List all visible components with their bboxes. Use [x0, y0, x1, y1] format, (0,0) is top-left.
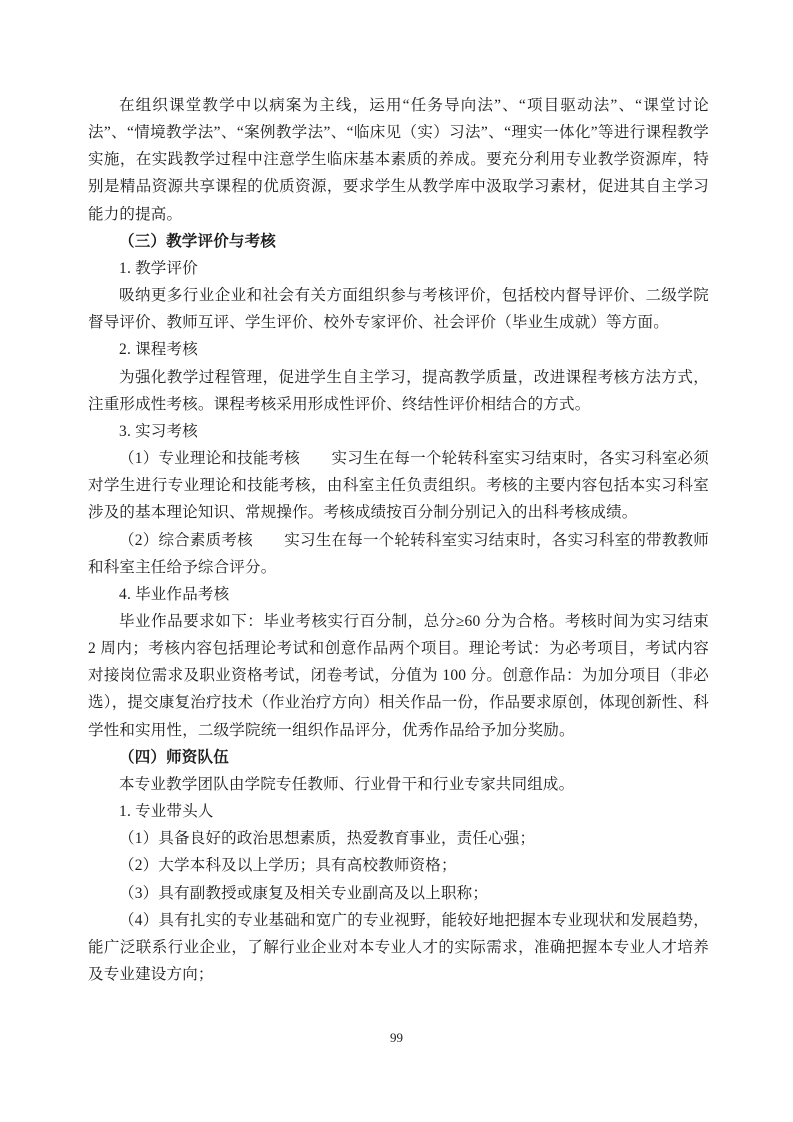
section-heading-faculty: （四）师资队伍	[119, 748, 229, 766]
page-footer	[0, 1029, 793, 1047]
paragraph-comprehensive-quality-assessment: （2）综合素质考核 实习生在每一个轮转科室实习结束时，各实习科室的带教教师和科室主任给予综合评分。	[88, 531, 709, 576]
list-item-graduation-work-assessment: 4. 毕业作品考核	[119, 585, 230, 603]
list-item-internship-assessment: 3. 实习考核	[119, 422, 198, 440]
list-item-leader-requirement-1: （1）具备良好的政治思想素质，热爱教育事业，责任心强；	[119, 830, 536, 848]
list-item-leader-requirement-3: （3）具有副教授或康复及相关专业副高及以上职称；	[119, 884, 489, 902]
paragraph-faculty-composition: 本专业教学团队由学院专任教师、行业骨干和行业专家共同组成。	[119, 775, 575, 793]
paragraph-graduation-work-requirements: 毕业作品要求如下：毕业考核实行百分制，总分≥60 分为合格。考核时间为实习结束 2 周内；考核内容包括理论考试和创意作品两个项目。理论考试：为必考项目，考试内容对接岗位需求及职业资格考试，闭卷考试，分值为 100 分。创意作品：为加分项目（非必选），提交康复治疗技术（作业治疗方向）相关作品一份，作品要求原创，体现创新性、科学性和实用性，二级学院统一组织作品评分，优秀作品给予加分奖励。	[88, 612, 709, 739]
list-item-leader-requirement-2: （2）大学本科及以上学历；具有高校教师资格；	[119, 857, 457, 875]
list-item-leader-requirement-4: （4）具有扎实的专业基础和宽广的专业视野，能较好地把握本专业现状和发展趋势，能广泛联系行业企业，了解行业企业对本专业人才的实际需求，准确把握本专业人才培养及专业建设方向；	[88, 911, 709, 983]
paragraph-teaching-implementation: 在组织课堂教学中以病案为主线，运用“任务导向法”、“项目驱动法”、“课堂讨论法”、“情境教学法”、“案例教学法”、“临床见（实）习法”、“理实一体化”等进行课程教学实施，在实践教学过程中注意学生临床基本素质的养成。要充分利用专业教学资源库，特别是精品资源共享课程的优质资源，要求学生从教学库中汲取学习素材，促进其自主学习能力的提高。	[88, 97, 709, 223]
paragraph-evaluation-participants: 吸纳更多行业企业和社会有关方面组织参与考核评价，包括校内督导评价、二级学院督导评价、教师互评、学生评价、校外专家评价、社会评价（毕业生成就）等方面。	[88, 287, 709, 332]
document-body	[88, 92, 709, 988]
list-item-program-leader: 1. 专业带头人	[119, 803, 214, 821]
paragraph-course-assessment: 为强化教学过程管理，促进学生自主学习，提高教学质量，改进课程考核方法方式，注重形成性考核。课程考核采用形成性评价、终结性评价相结合的方式。	[88, 368, 709, 413]
list-item-course-assessment: 2. 课程考核	[119, 341, 198, 359]
paragraph-theory-skill-assessment: （1）专业理论和技能考核 实习生在每一个轮转科室实习结束时，各实习科室必须对学生进行专业理论和技能考核，由科室主任负责组织。考核的主要内容包括本实习科室涉及的基本理论知识、常规操作。考核成绩按百分制分别记入的出科考核成绩。	[88, 450, 709, 522]
page-number: 99	[390, 1030, 403, 1045]
section-heading-teaching-evaluation: （三）教学评价与考核	[119, 232, 277, 250]
list-item-teaching-evaluation: 1. 教学评价	[119, 259, 198, 277]
